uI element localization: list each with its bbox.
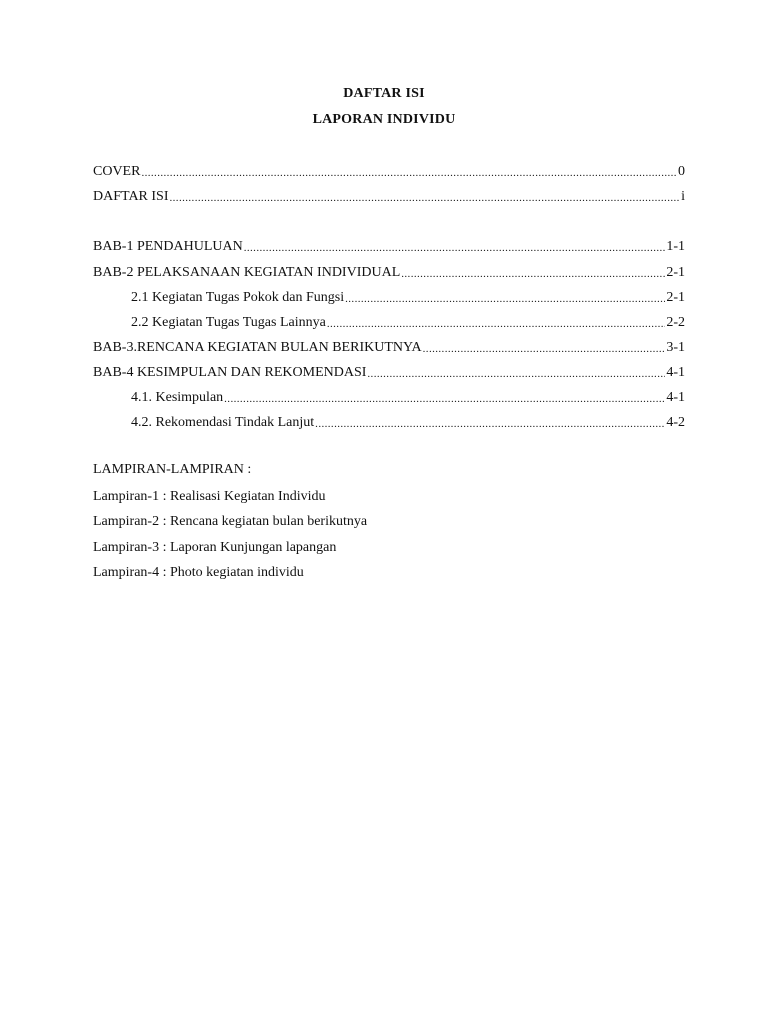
toc-entry-label: DAFTAR ISI [93,189,169,204]
toc-entry-page: 4-1 [666,390,685,405]
toc-entry-label: BAB-3.RENCANA KEGIATAN BULAN BERIKUTNYA [93,340,422,355]
toc-entry-daftar-isi [93,187,685,205]
appendix-item: Lampiran-2 : Rencana kegiatan bulan berikutnya [93,514,368,529]
toc-entry-label: BAB-1 PENDAHULUAN [93,239,243,254]
toc-entry-label: BAB-2 PELAKSANAAN KEGIATAN INDIVIDUAL [93,265,401,280]
toc-entry-page: 4-2 [666,415,685,430]
toc-dot-leader [315,417,665,431]
toc-dot-leader [170,191,681,205]
toc-entry-page: 3-1 [666,340,685,355]
toc-dot-leader [367,367,665,381]
appendix-heading: LAMPIRAN-LAMPIRAN : [93,462,252,477]
document-title: DAFTAR ISI [343,86,425,101]
toc-entry-page: 2-1 [666,290,685,305]
toc-entry-4-1 [131,388,685,406]
toc-entry-page: 0 [678,164,685,179]
toc-entry-bab-1 [93,237,685,255]
toc-dot-leader [327,317,665,331]
toc-entry-page: 4-1 [666,365,685,380]
toc-entry-2-1 [131,288,685,306]
appendix-item: Lampiran-3 : Laporan Kunjungan lapangan [93,540,337,555]
toc-entry-bab-4 [93,363,685,381]
toc-entry-page: i [681,189,685,204]
toc-dot-leader [423,342,666,356]
toc-entry-label: 2.1 Kegiatan Tugas Pokok dan Fungsi [131,290,345,305]
toc-entry-page: 2-2 [666,315,685,330]
toc-entry-label: 4.1. Kesimpulan [131,390,224,405]
toc-entry-label: BAB-4 KESIMPULAN DAN REKOMENDASI [93,365,367,380]
appendix-item: Lampiran-4 : Photo kegiatan individu [93,565,304,580]
toc-entry-label: COVER [93,164,141,179]
toc-dot-leader [141,166,677,180]
toc-dot-leader [401,267,665,281]
toc-entry-4-2 [131,413,685,431]
toc-dot-leader [345,292,665,306]
appendix-item: Lampiran-1 : Realisasi Kegiatan Individu [93,489,326,504]
toc-dot-leader [224,392,665,406]
toc-dot-leader [244,241,666,255]
toc-entry-bab-3 [93,338,685,356]
toc-entry-page: 1-1 [666,239,685,254]
toc-entry-label: 4.2. Rekomendasi Tindak Lanjut [131,415,315,430]
toc-entry-cover [93,162,685,180]
toc-entry-label: 2.2 Kegiatan Tugas Tugas Lainnya [131,315,326,330]
toc-entry-bab-2 [93,263,685,281]
toc-entry-2-2 [131,313,685,331]
toc-entry-page: 2-1 [666,265,685,280]
document-subtitle: LAPORAN INDIVIDU [312,112,456,127]
